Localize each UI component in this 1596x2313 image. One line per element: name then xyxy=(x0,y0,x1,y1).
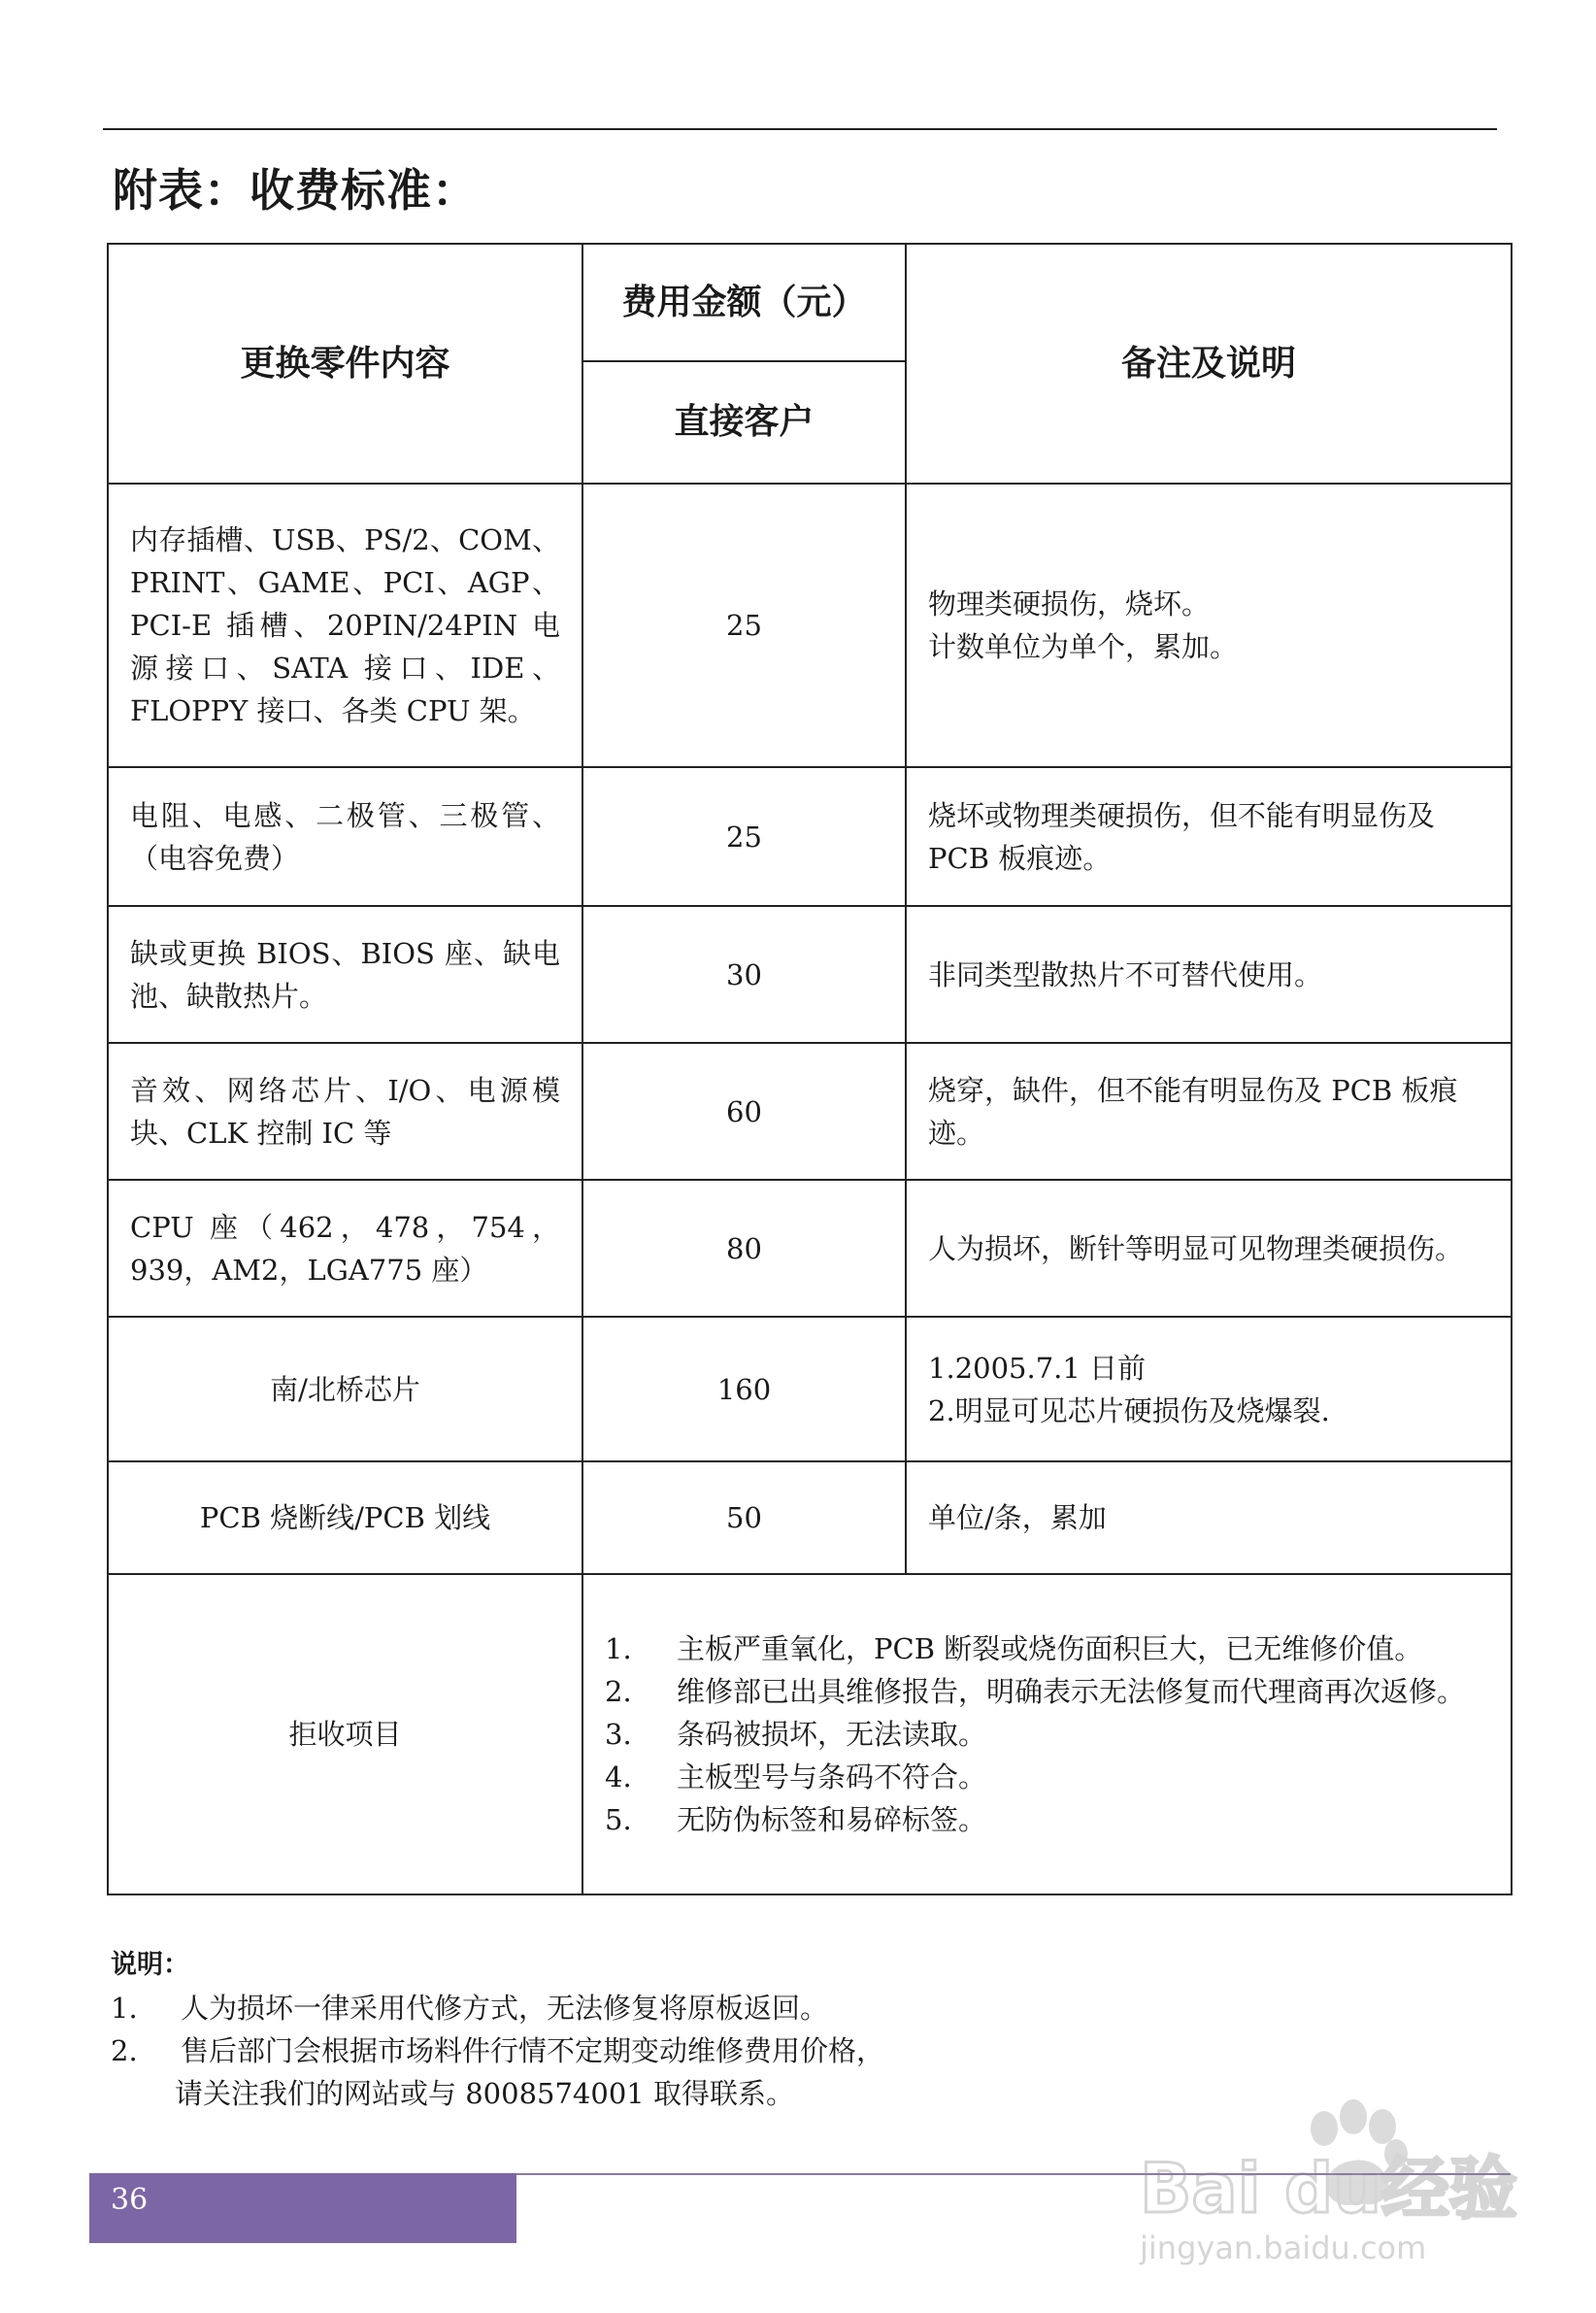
svg-text:jingyan.baidu.com: jingyan.baidu.com xyxy=(1140,2229,1427,2266)
notes-section xyxy=(111,1944,1470,2115)
list-item xyxy=(605,1670,1489,1713)
row-fee: 80 xyxy=(582,1180,906,1317)
reject-label: 拒收项目 xyxy=(108,1574,582,1894)
row-fee: 25 xyxy=(582,767,906,906)
baidu-jingyan-watermark-logo xyxy=(1134,2088,1522,2272)
list-item xyxy=(605,1798,1489,1841)
table-header-row xyxy=(108,244,1512,361)
row-remark: 非同类型散热片不可替代使用。 xyxy=(906,906,1512,1043)
row-fee: 30 xyxy=(582,906,906,1043)
row-remark: 烧穿，缺件，但不能有明显伤及 PCB 板痕迹。 xyxy=(906,1043,1512,1180)
header-remarks: 备注及说明 xyxy=(906,244,1512,484)
page-number-bar xyxy=(89,2173,516,2243)
note-number: 1. xyxy=(111,1992,138,2025)
reject-list xyxy=(605,1627,1489,1841)
row-remark: 人为损坏，断针等明显可见物理类硬损伤。 xyxy=(906,1180,1512,1317)
note-text: 人为损坏一律采用代修方式，无法修复将原板返回。 xyxy=(181,1992,829,2025)
note-text: 售后部门会根据市场料件行情不定期变动维修费用价格， xyxy=(181,2034,885,2067)
list-number: 4. xyxy=(605,1760,632,1793)
header-fee-group: 费用金额（元） xyxy=(582,244,906,361)
row-item: CPU 座（462，478，754，939，AM2，LGA775 座） xyxy=(108,1180,582,1317)
table-row xyxy=(108,767,1512,906)
list-number: 2. xyxy=(605,1675,632,1708)
note-number: 2. xyxy=(111,2034,138,2067)
note-item xyxy=(111,1987,1470,2029)
row-fee: 25 xyxy=(582,484,906,767)
row-item: 音效、网络芯片、I/O、电源模块、CLK 控制 IC 等 xyxy=(108,1043,582,1180)
list-text: 主板型号与条码不符合。 xyxy=(677,1760,987,1793)
table-row xyxy=(108,1043,1512,1180)
row-remark xyxy=(906,1317,1512,1461)
table-row xyxy=(108,1317,1512,1461)
row-item: PCB 烧断线/PCB 划线 xyxy=(108,1461,582,1574)
remark-line: 物理类硬损伤，烧坏。 xyxy=(928,587,1211,620)
row-fee: 50 xyxy=(582,1461,906,1574)
header-item: 更换零件内容 xyxy=(108,244,582,484)
row-item: 电阻、电感、二极管、三极管、（电容免费） xyxy=(108,767,582,906)
fee-table xyxy=(107,243,1513,1895)
list-number: 5. xyxy=(605,1803,632,1836)
row-remark: 单位/条，累加 xyxy=(906,1461,1512,1574)
row-remark xyxy=(906,484,1512,767)
list-item xyxy=(605,1627,1489,1670)
header-fee-sub: 直接客户 xyxy=(582,361,906,484)
remark-line: 1.2005.7.1 日前 xyxy=(928,1351,1147,1385)
list-item xyxy=(605,1756,1489,1798)
row-item: 缺或更换 BIOS、BIOS 座、缺电池、缺散热片。 xyxy=(108,906,582,1043)
top-rule xyxy=(103,128,1497,130)
note-item xyxy=(111,2029,1470,2072)
footer-rule xyxy=(516,2173,1511,2175)
note-continuation: 请关注我们的网站或与 8008574001 取得联系。 xyxy=(175,2077,794,2110)
list-text: 维修部已出具维修报告，明确表示无法修复而代理商再次返修。 xyxy=(677,1675,1466,1708)
row-remark: 烧坏或物理类硬损伤，但不能有明显伤及 PCB 板痕迹。 xyxy=(906,767,1512,906)
list-item xyxy=(605,1713,1489,1756)
list-text: 无防伪标签和易碎标签。 xyxy=(677,1803,987,1836)
row-fee: 160 xyxy=(582,1317,906,1461)
notes-title: 说明： xyxy=(111,1950,189,1980)
table-row xyxy=(108,1461,1512,1574)
list-number: 1. xyxy=(605,1632,632,1665)
table-row xyxy=(108,484,1512,767)
row-fee: 60 xyxy=(582,1043,906,1180)
table-row xyxy=(108,906,1512,1043)
remark-line: 2.明显可见芯片硬损伤及烧爆裂. xyxy=(928,1393,1330,1427)
row-item: 内存插槽、USB、PS/2、COM、PRINT、GAME、PCI、AGP、PCI-E 插槽、20PIN/24PIN 电源接口、SATA 接口、IDE、FLOPPY 接口、各类 CPU 架。 xyxy=(108,484,582,767)
list-text: 条码被损坏，无法读取。 xyxy=(677,1718,987,1751)
remark-line: 计数单位为单个，累加。 xyxy=(928,630,1239,663)
svg-text:Bai du经验: Bai du经验 xyxy=(1140,2149,1517,2229)
row-item: 南/北桥芯片 xyxy=(108,1317,582,1461)
page-title: 附表：收费标准： xyxy=(113,164,478,217)
reject-list-cell xyxy=(582,1574,1512,1894)
list-number: 3. xyxy=(605,1718,632,1751)
page-number: 36 xyxy=(111,2183,149,2217)
list-text: 主板严重氧化，PCB 断裂或烧伤面积巨大，已无维修价值。 xyxy=(677,1632,1423,1665)
table-row-reject xyxy=(108,1574,1512,1894)
paw-icon xyxy=(1311,2099,1408,2205)
table-row xyxy=(108,1180,1512,1317)
